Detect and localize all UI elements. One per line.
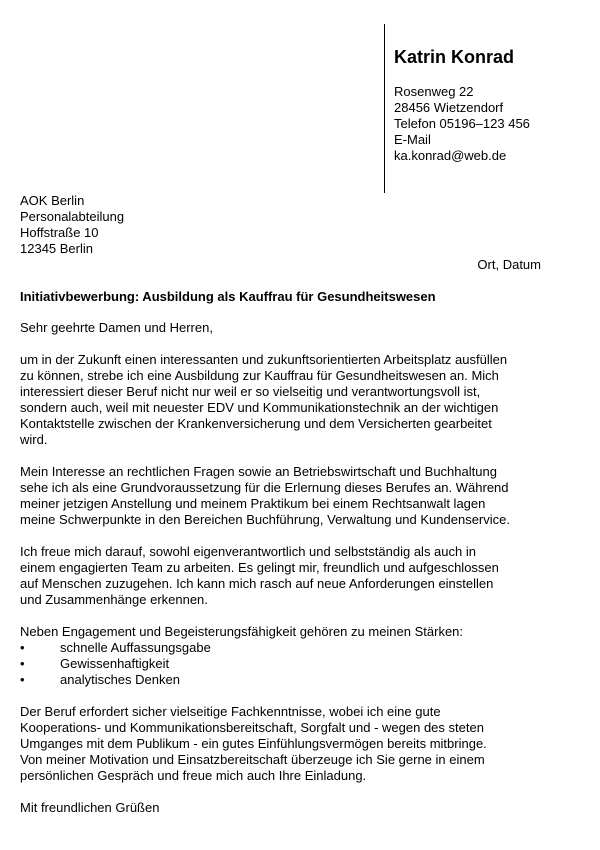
place-date: Ort, Datum <box>477 257 541 272</box>
paragraph-line: meine Schwerpunkte in den Bereichen Buchführung, Verwaltung und Kundenservice. <box>20 512 510 527</box>
paragraph-line: Von meiner Motivation und Einsatzbereitschaft überzeuge ich Sie gerne in einem <box>20 752 485 767</box>
list-item <box>20 640 550 656</box>
paragraph-line: persönlichen Gespräch und freue mich auch Ihre Einladung. <box>20 768 367 783</box>
paragraph-line: wird. <box>20 432 48 447</box>
list-item <box>20 656 550 672</box>
paragraph-line: Der Beruf erfordert sicher vielseitige Fachkenntnisse, wobei ich eine gute <box>20 704 441 719</box>
paragraph-line: interessiert dieser Beruf nicht nur weil er so vielseitig und verantwortungsvoll ist, <box>20 384 481 399</box>
sender-email-label: E-Mail <box>394 132 431 147</box>
recipient-address <box>20 193 124 257</box>
paragraph-line: einem engagierten Team zu arbeiten. Es gelingt mir, freundlich und aufgeschlossen <box>20 560 499 575</box>
sender-address <box>394 84 530 164</box>
paragraph-line: meiner jetzigen Anstellung und meinem Praktikum bei einem Rechtsanwalt lagen <box>20 496 486 511</box>
strength-text: Gewissenhaftigkeit <box>60 656 170 671</box>
salutation: Sehr geehrte Damen und Herren, <box>20 320 213 335</box>
paragraph-line: Kontaktstelle zwischen der Krankenversicherung und dem Versicherten gearbeitet <box>20 416 492 431</box>
sender-email: ka.konrad@web.de <box>394 148 507 163</box>
recipient-company: AOK Berlin <box>20 193 85 208</box>
subject-line: Initiativbewerbung: Ausbildung als Kauffrau für Gesundheitswesen <box>20 289 436 304</box>
paragraph-line: zu können, strebe ich eine Ausbildung zur Kauffrau für Gesundheitswesen an. Mich <box>20 368 499 383</box>
paragraph-3 <box>20 544 550 608</box>
sender-name: Katrin Konrad <box>394 47 515 67</box>
paragraph-line: Umganges mit dem Publikum - ein gutes Einfühlungsvermögen bereits mitbringe. <box>20 736 487 751</box>
paragraph-line: Kooperations- und Kommunikationsbereitschaft, Sorgfalt und - wegen des steten <box>20 720 484 735</box>
strength-text: schnelle Auffassungsgabe <box>60 640 211 655</box>
bullet-icon: • <box>20 656 25 671</box>
strength-text: analytisches Denken <box>60 672 180 687</box>
closing-paragraph <box>20 704 550 784</box>
list-item <box>20 672 550 688</box>
paragraph-line: sondern auch, weil mit neuester EDV und Kommunikationstechnik an der wichtigen <box>20 400 499 415</box>
header-divider-line <box>384 24 385 193</box>
sender-city: 28456 Wietzendorf <box>394 100 504 115</box>
paragraph-line: Mein Interesse an rechtlichen Fragen sowie an Betriebswirtschaft und Buchhaltung <box>20 464 497 479</box>
paragraph-line: sehe ich als eine Grundvoraussetzung für die Erlernung dieses Berufes an. Während <box>20 480 509 495</box>
paragraph-2 <box>20 464 550 528</box>
bullet-icon: • <box>20 640 25 655</box>
letter-body <box>20 320 550 816</box>
paragraph-line: um in der Zukunft einen interessanten und zukunftsorientierten Arbeitsplatz ausfüllen <box>20 352 508 367</box>
paragraph-line: Ich freue mich darauf, sowohl eigenverantwortlich und selbstständig als auch in <box>20 544 476 559</box>
sender-phone: Telefon 05196–123 456 <box>394 116 530 131</box>
recipient-street: Hoffstraße 10 <box>20 225 99 240</box>
paragraph-line: auf Menschen zuzugehen. Ich kann mich rasch auf neue Anforderungen einstellen <box>20 576 494 591</box>
bullet-icon: • <box>20 672 25 687</box>
sender-street: Rosenweg 22 <box>394 84 474 99</box>
recipient-department: Personalabteilung <box>20 209 125 224</box>
paragraph-line: und Zusammenhänge erkennen. <box>20 592 208 607</box>
strengths-section <box>20 624 550 688</box>
signoff: Mit freundlichen Grüßen <box>20 800 160 815</box>
strengths-intro: Neben Engagement und Begeisterungsfähigkeit gehören zu meinen Stärken: <box>20 624 464 639</box>
recipient-city: 12345 Berlin <box>20 241 93 256</box>
paragraph-1 <box>20 352 550 448</box>
